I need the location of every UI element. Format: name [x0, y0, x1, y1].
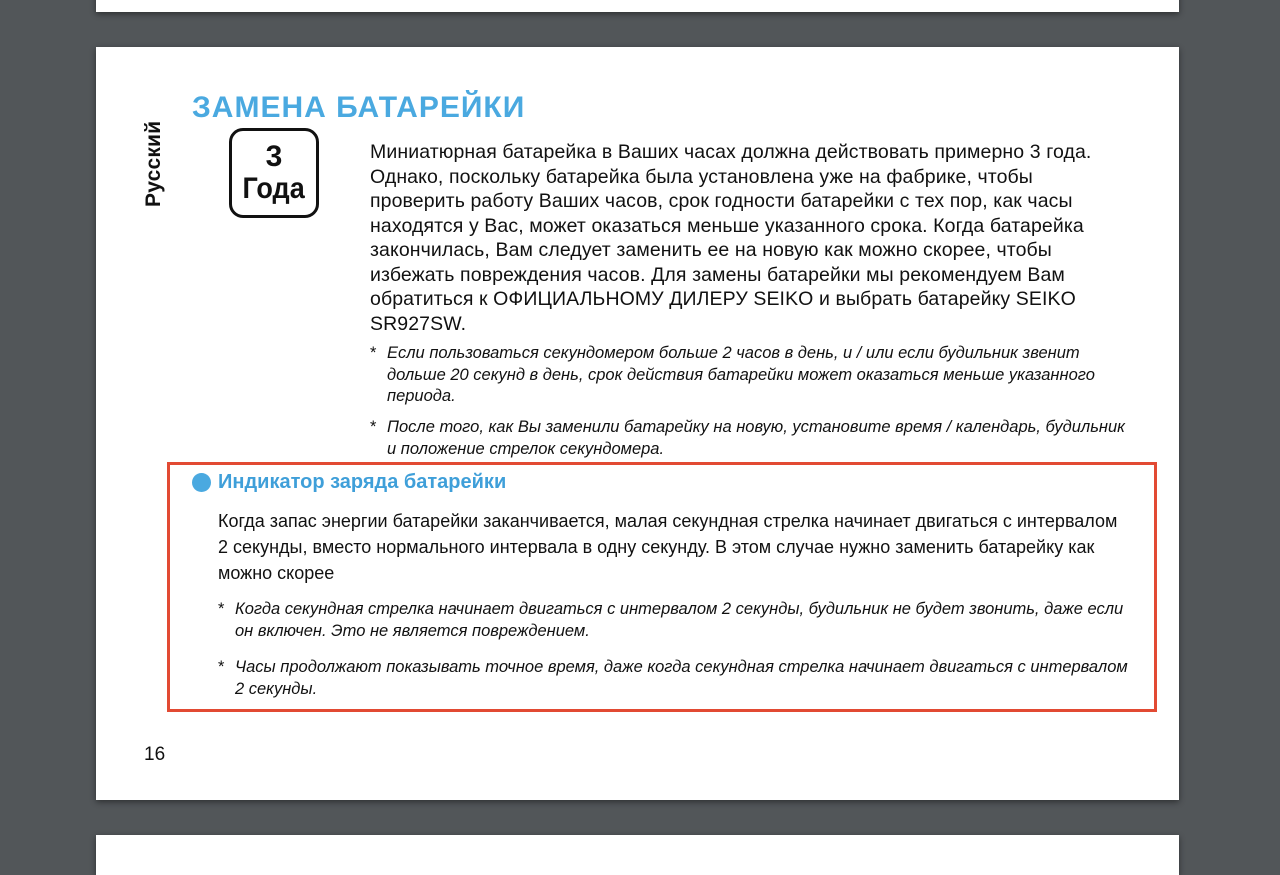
- bullet-dot-icon: [192, 473, 211, 492]
- note-text: После того, как Вы заменили батарейку на новую, установите время / календарь, будильник и положение стрелок секундомера.: [387, 418, 1125, 458]
- note-marker: *: [218, 658, 225, 676]
- page-number: 16: [144, 744, 166, 765]
- note-text: Часы продолжают показывать точное время, даже когда секундная стрелка начинает двигаться с интервалом 2 секунды.: [235, 658, 1128, 698]
- next-page: [96, 835, 1179, 875]
- note-item: [370, 417, 1130, 460]
- note-text: Если пользоваться секундомером больше 2 часов в день, и / или если будильник звенит дольше 20 секунд в день, срок действия батарейки может оказаться меньше указанного периода.: [387, 344, 1095, 405]
- document-page: [96, 47, 1179, 800]
- battery-life-unit: Года: [242, 172, 306, 205]
- battery-indicator-paragraph: Когда запас энергии батарейки заканчивается, малая секундная стрелка начинает двигаться с интервалом 2 секунды, вместо нормального интервала в одну секунду. В этом случае нужно заменить батарейку как можно скорее: [218, 511, 1118, 583]
- language-side-label: Русский: [142, 120, 165, 207]
- battery-indicator-heading: [192, 471, 506, 494]
- previous-page: [96, 0, 1179, 12]
- note-text: Когда секундная стрелка начинает двигаться с интервалом 2 секунды, будильник не будет звонить, даже если он включен. Это не является повреждением.: [235, 600, 1124, 640]
- indicator-note-item: [218, 599, 1128, 642]
- indicator-note-item: [218, 657, 1128, 700]
- battery-life-badge: [229, 128, 319, 218]
- note-marker: *: [370, 418, 377, 436]
- battery-life-number: 3: [265, 140, 283, 173]
- note-marker: *: [218, 600, 225, 618]
- note-item: [370, 343, 1130, 408]
- note-marker: *: [370, 344, 377, 362]
- intro-paragraph: Миниатюрная батарейка в Ваших часах должна действовать примерно 3 года. Однако, поскольку батарейка была установлена уже на фабрике, чтобы проверить работу Ваших часов, срок годности батарейки с тех пор, как часы находятся у Вас, может оказаться меньше указанного срока. Когда батарейка закончилась, Вам следует заменить ее на новую как можно скорее, чтобы избежать повреждения часов. Для замены батарейки мы рекомендуем Вам обратиться к ОФИЦИАЛЬНОМУ ДИЛЕРУ SEIKO и выбрать батарейку SEIKO SR927SW.: [370, 141, 1092, 335]
- battery-indicator-heading-text: Индикатор заряда батарейки: [218, 471, 507, 493]
- page-title: ЗАМЕНА БАТАРЕЙКИ: [192, 91, 526, 124]
